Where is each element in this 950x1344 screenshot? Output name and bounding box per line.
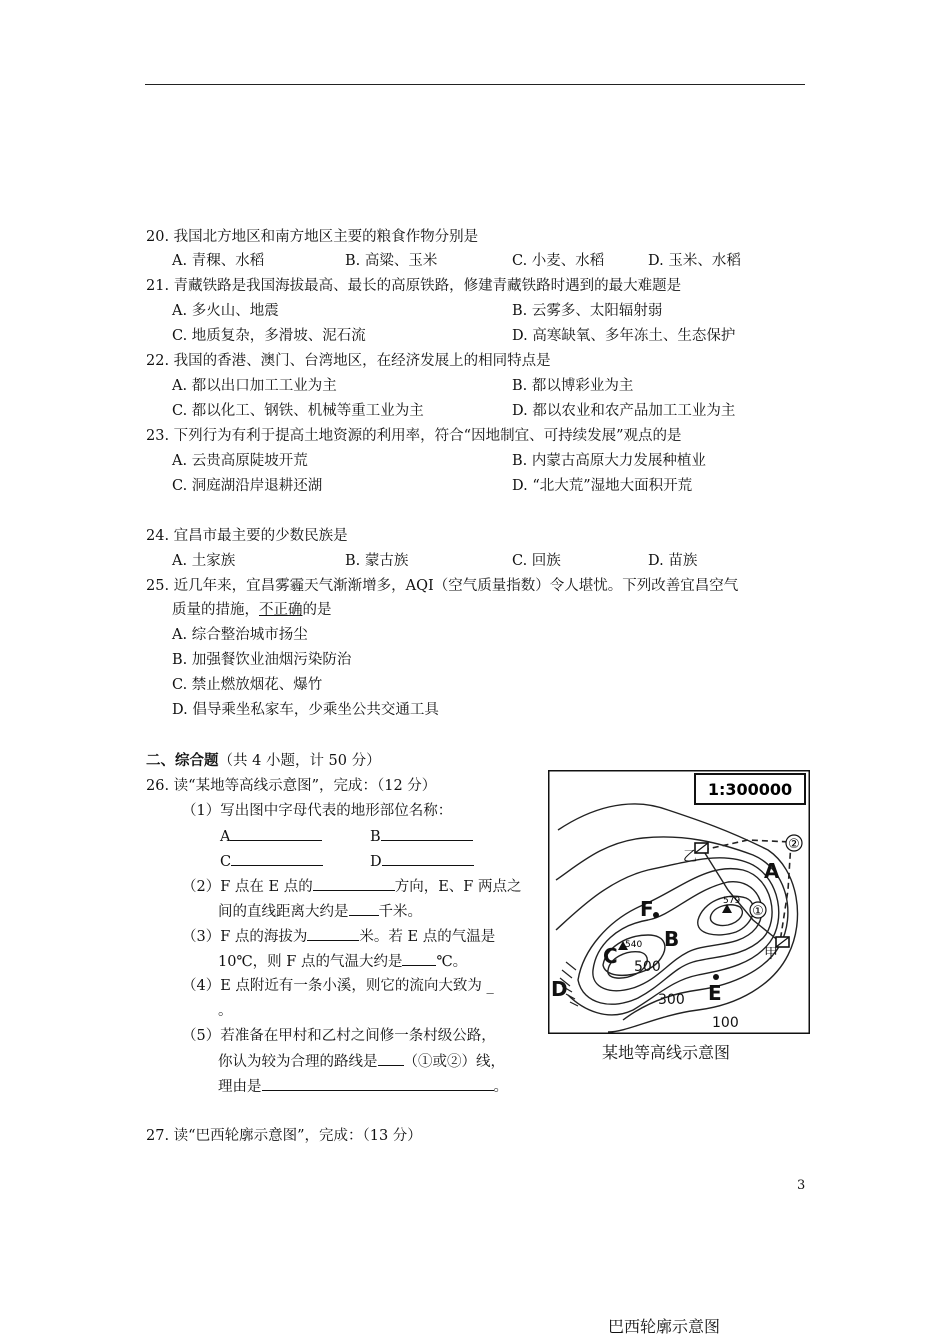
q26-part3-line2 xyxy=(218,951,467,972)
answer-blank[interactable] xyxy=(307,926,359,941)
q26-label-c: C xyxy=(220,854,232,870)
q26-label-b: B xyxy=(370,829,381,845)
q24-option-c: C. 回族 xyxy=(512,553,561,569)
q24-option-d: D. 苗族 xyxy=(648,553,698,569)
q21-option-b: B. 云雾多、太阳辐射弱 xyxy=(512,303,663,319)
page-number: 3 xyxy=(797,1178,806,1193)
q26-part3-text: （3）F 点的海拔为 xyxy=(182,929,308,945)
q21-option-a: A. 多火山、地震 xyxy=(172,303,279,319)
answer-blank[interactable] xyxy=(402,951,436,966)
q25-stem-line1: 25. 近几年来，宜昌雾霾天气渐渐增多，AQI（空气质量指数）令人堪忧。下列改善宜昌空气 xyxy=(146,578,739,594)
q24-option-b: B. 蒙古族 xyxy=(345,553,409,569)
q22-option-d: D. 都以农业和农产品加工工业为主 xyxy=(512,403,736,419)
q26-stem: 26. 读“某地等高线示意图”，完成：（12 分） xyxy=(146,778,437,794)
elevation-579: 579 xyxy=(723,896,741,906)
village-jia-label: 甲 xyxy=(764,946,778,962)
q26-part5-text: 你认为较为合理的路线是 xyxy=(218,1054,378,1070)
q27-stem: 27. 读“巴西轮廓示意图”，完成：（13 分） xyxy=(146,1128,422,1144)
answer-blank[interactable] xyxy=(349,901,379,916)
q26-part2-text: 方向，E、F 两点之 xyxy=(394,879,522,895)
q26-blank-a xyxy=(220,826,322,847)
section-title: 二、综合题 xyxy=(146,752,219,769)
q26-part4-line2: 。 xyxy=(218,1003,233,1019)
village-yi-label: 乙 xyxy=(683,849,697,865)
q20-option-c: C. 小麦、水稻 xyxy=(512,253,605,269)
section-note: （共 4 小题，计 50 分） xyxy=(218,753,381,769)
answer-blank[interactable] xyxy=(262,1076,494,1091)
q20-option-a: A. 青稞、水稻 xyxy=(172,253,265,269)
q24-option-a: A. 土家族 xyxy=(172,553,236,569)
answer-blank[interactable] xyxy=(381,826,473,841)
answer-blank[interactable] xyxy=(231,851,323,866)
label-c: C xyxy=(603,944,618,968)
q26-part5-text: 。 xyxy=(493,1079,508,1095)
q20-option-b: B. 高粱、玉米 xyxy=(345,253,438,269)
q26-part5-line2 xyxy=(218,1051,505,1072)
point-f-dot xyxy=(653,912,659,918)
answer-blank[interactable] xyxy=(378,1051,404,1066)
q26-part1: （1）写出图中字母代表的地形部位名称： xyxy=(182,803,453,819)
contour-map-svg xyxy=(548,770,810,1034)
q23-option-b: B. 内蒙古高原大力发展种植业 xyxy=(512,453,706,469)
q26-part2-line1 xyxy=(182,876,521,897)
answer-blank[interactable] xyxy=(313,876,395,891)
q26-part5-line3 xyxy=(218,1076,508,1097)
q24-stem: 24. 宜昌市最主要的少数民族是 xyxy=(146,528,348,544)
q26-part5-line1: （5）若准备在甲村和乙村之间修一条村级公路， xyxy=(182,1028,496,1044)
answer-blank[interactable] xyxy=(230,826,322,841)
section-heading xyxy=(146,751,381,771)
q26-blank-b xyxy=(370,826,473,847)
q25-stem-suffix: 的是 xyxy=(302,602,332,618)
label-f: F xyxy=(640,897,654,921)
q21-stem: 21. 青藏铁路是我国海拔最高、最长的高原铁路，修建青藏铁路时遇到的最大难题是 xyxy=(146,278,682,294)
q22-option-b: B. 都以博彩业为主 xyxy=(512,378,634,394)
q26-part3-text: 米。若 E 点的气温是 xyxy=(359,929,496,945)
q26-part2-line2 xyxy=(218,901,422,922)
point-e-dot xyxy=(713,974,719,980)
q25-option-c: C. 禁止燃放烟花、爆竹 xyxy=(172,677,323,693)
label-a: A xyxy=(764,859,780,883)
q21-option-c: C. 地质复杂，多滑坡、泥石流 xyxy=(172,328,366,344)
label-e: E xyxy=(708,981,722,1005)
q23-option-c: C. 洞庭湖沿岸退耕还湖 xyxy=(172,478,323,494)
route-1-label: ① xyxy=(752,904,764,919)
q25-stem-line2 xyxy=(172,600,332,620)
q23-option-a: A. 云贵高原陡坡开荒 xyxy=(172,453,308,469)
q26-part2-text: 千米。 xyxy=(378,904,422,920)
q26-label-a: A xyxy=(220,829,231,845)
q26-part2-text: （2）F 点在 E 点的 xyxy=(182,879,313,895)
elevation-540: 540 xyxy=(625,940,643,950)
q25-stem-prefix: 质量的措施， xyxy=(172,602,259,618)
q25-option-b: B. 加强餐饮业油烟污染防治 xyxy=(172,652,352,668)
q23-stem: 23. 下列行为有利于提高土地资源的利用率，符合“因地制宜、可持续发展”观点的是 xyxy=(146,428,682,444)
q26-part4-line1: （4）E 点附近有一条小溪，则它的流向大致为 _ xyxy=(182,978,494,994)
label-b: B xyxy=(664,927,680,951)
contour-label-300: 300 xyxy=(658,992,685,1008)
q20-option-d: D. 玉米、水稻 xyxy=(648,253,741,269)
q25-stem-emphasis: 不正确 xyxy=(259,602,303,618)
q22-option-c: C. 都以化工、钢铁、机械等重工业为主 xyxy=(172,403,424,419)
brazil-map-caption: 巴西轮廓示意图 xyxy=(608,1317,721,1336)
map-caption: 某地等高线示意图 xyxy=(602,1043,731,1062)
q26-label-d: D xyxy=(370,854,382,870)
header-rule xyxy=(145,84,805,85)
contour-map xyxy=(548,770,810,1034)
route-2-label: ② xyxy=(788,837,800,852)
q25-option-a: A. 综合整治城市扬尘 xyxy=(172,627,308,643)
q23-option-d: D. “北大荒”湿地大面积开荒 xyxy=(512,478,693,494)
q25-option-d: D. 倡导乘坐私家车，少乘坐公共交通工具 xyxy=(172,702,439,718)
scale-text: 1:300000 xyxy=(707,780,793,799)
q26-part3-text: ℃。 xyxy=(436,954,468,970)
q26-blank-c xyxy=(220,851,323,872)
q22-option-a: A. 都以出口加工工业为主 xyxy=(172,378,337,394)
q26-part5-text: （①或②）线， xyxy=(403,1054,505,1070)
q22-stem: 22. 我国的香港、澳门、台湾地区，在经济发展上的相同特点是 xyxy=(146,353,551,369)
q26-part3-line1 xyxy=(182,926,495,947)
q26-part5-text: 理由是 xyxy=(218,1079,262,1095)
contour-label-500: 500 xyxy=(634,959,661,975)
q21-option-d: D. 高寒缺氧、多年冻土、生态保护 xyxy=(512,328,736,344)
label-d: D xyxy=(551,977,568,1001)
answer-blank[interactable] xyxy=(382,851,474,866)
q26-part3-text: 10℃，则 F 点的气温大约是 xyxy=(218,954,403,970)
q26-part2-text: 间的直线距离大约是 xyxy=(218,904,349,920)
contour-label-100: 100 xyxy=(712,1015,739,1031)
q26-blank-d xyxy=(370,851,474,872)
q20-stem: 20. 我国北方地区和南方地区主要的粮食作物分别是 xyxy=(146,229,479,245)
